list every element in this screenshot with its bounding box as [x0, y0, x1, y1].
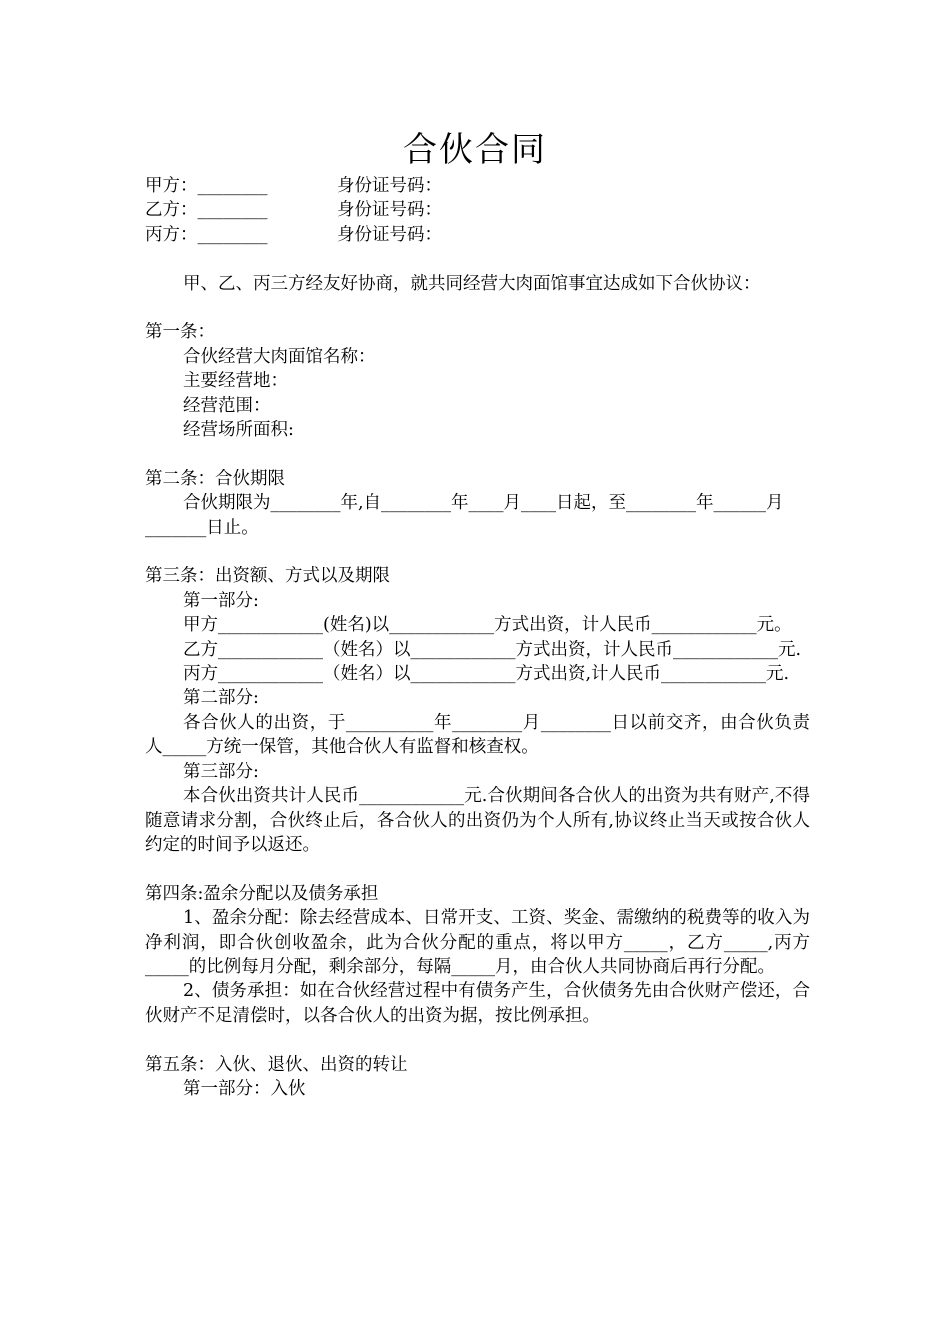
article-3-part2-text: 各合伙人的出资，于__________年________月________日以前交齐，由合伙负责人_____方统一保管，其他合伙人有监督和核查权。 — [145, 712, 810, 758]
party-row-jia — [145, 174, 810, 198]
article-2-text: 合伙期限为________年,自________年____月____日起，至________年______月_______日止。 — [145, 493, 784, 538]
article-3-jia-contribution: 甲方____________(姓名)以____________方式出资，计人民币____________元。 — [183, 615, 792, 636]
party-id-label: 身份证号码： — [337, 224, 442, 245]
article-3-yi-contribution: 乙方____________（姓名）以____________方式出资，计人民币____________元. — [183, 639, 802, 660]
article-5-part1-label: 第一部分：入伙 — [183, 1078, 306, 1099]
article-1-item: 经营范围： — [183, 395, 271, 416]
article-3-bing-contribution: 丙方____________（姓名）以____________方式出资,计人民币____________元. — [183, 664, 790, 685]
article-2-heading: 第二条：合伙期限 — [145, 468, 285, 489]
article-3-part3-label: 第三部分: — [183, 761, 259, 782]
article-4-debt-liability: 2、债务承担：如在合伙经营过程中有债务产生，合伙债务先由合伙财产偿还，合伙财产不足清偿时，以各合伙人的出资为据，按比例承担。 — [145, 981, 810, 1026]
document-title: 合伙合同 — [403, 130, 547, 170]
party-name: 乙方：________ — [145, 200, 268, 221]
document-body — [145, 174, 810, 1101]
party-row-yi — [145, 198, 810, 222]
intro-paragraph: 甲、乙、丙三方经友好协商，就共同经营大肉面馆事宜达成如下合伙协议： — [183, 273, 761, 294]
article-1-item: 合伙经营大肉面馆名称： — [183, 346, 376, 367]
article-5-heading: 第五条：入伙、退伙、出资的转让 — [145, 1054, 408, 1075]
party-id-label: 身份证号码： — [337, 200, 442, 221]
party-id-label: 身份证号码： — [337, 176, 442, 196]
article-3-part1-label: 第一部分: — [183, 590, 259, 611]
party-name: 甲方：________ — [145, 176, 268, 196]
article-1-item: 主要经营地： — [183, 371, 288, 392]
article-3-heading: 第三条：出资额、方式以及期限 — [145, 566, 390, 587]
article-4-heading: 第四条:盈余分配以及债务承担 — [145, 883, 379, 904]
party-row-bing — [145, 223, 810, 247]
article-3-part2-label: 第二部分: — [183, 688, 259, 709]
article-3-part3-text: 本合伙出资共计人民币____________元.合伙期间各合伙人的出资为共有财产,不得随意请求分割，合伙终止后，各合伙人的出资仍为个人所有,协议终止当天或按合伙人约定的时间予以返还。 — [145, 786, 810, 855]
article-1-item: 经营场所面积: — [183, 420, 294, 441]
party-name: 丙方：________ — [145, 224, 268, 245]
article-4-profit-distribution: 1、盈余分配：除去经营成本、日常开支、工资、奖金、需缴纳的税费等的收入为净利润，即合伙创收盈余，此为合伙分配的重点，将以甲方_____，乙方_____,丙方_____的比例每月分配，剩余部分，每隔_____月，由合伙人共同协商后再行分配。 — [145, 908, 810, 977]
article-1-heading: 第一条： — [145, 322, 215, 343]
